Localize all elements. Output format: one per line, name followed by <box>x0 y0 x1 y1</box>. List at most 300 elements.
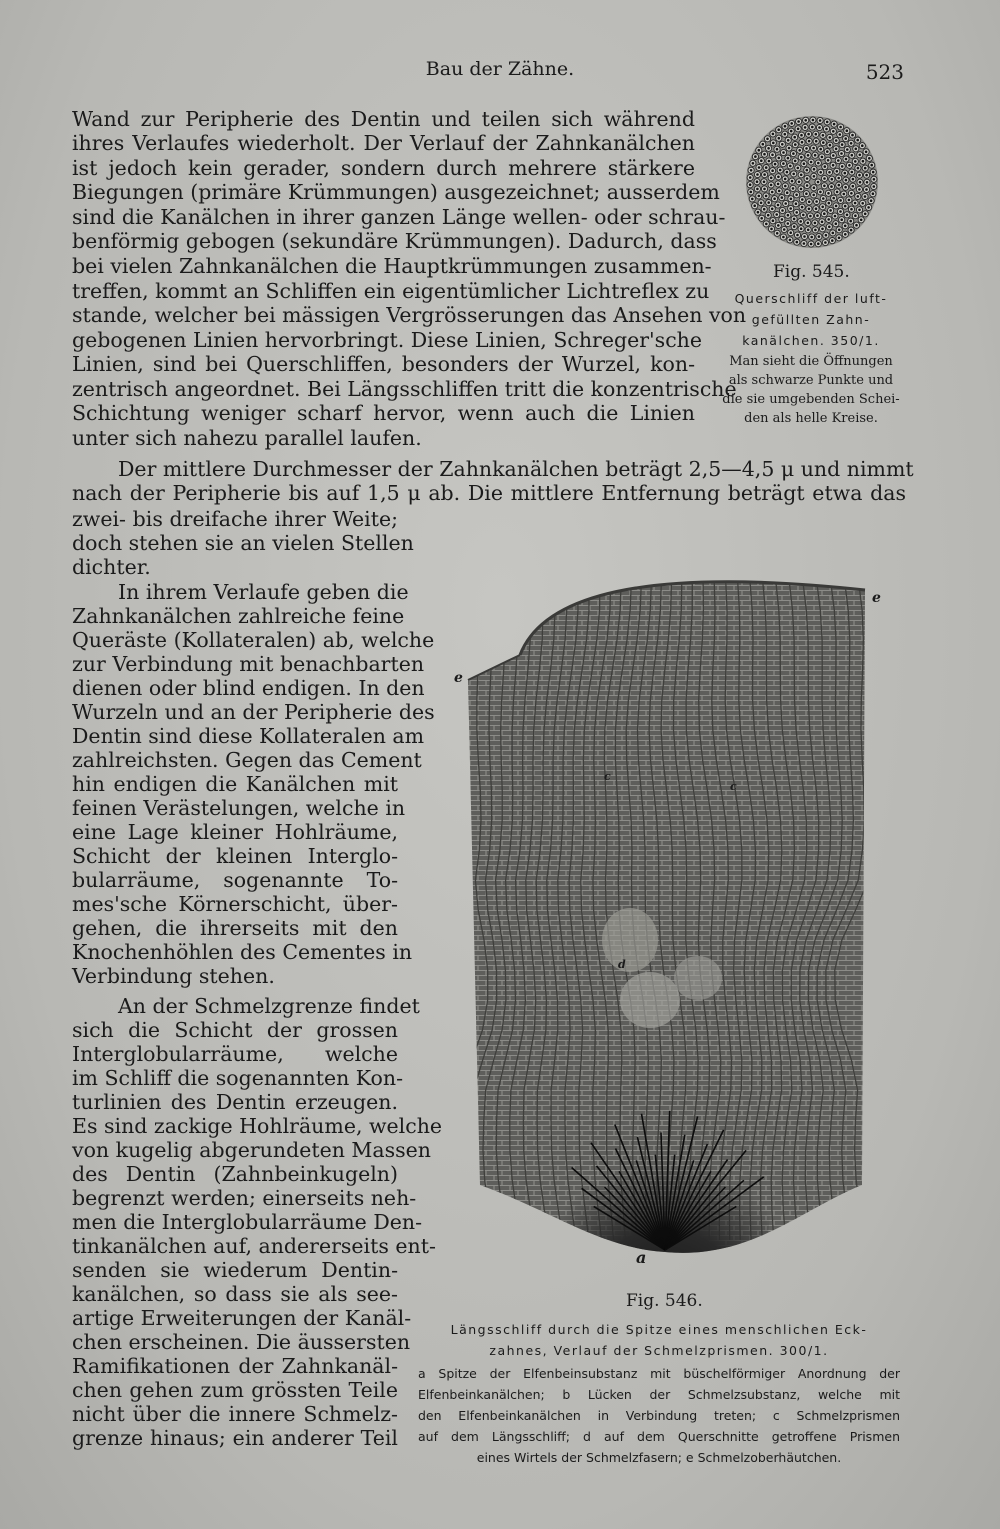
tubule-opening <box>792 187 795 190</box>
tubule-opening <box>840 152 843 155</box>
tubule-opening <box>859 181 862 184</box>
tubule-opening <box>763 208 766 211</box>
text-line: Knochenhöhlen des Cementes in <box>72 940 413 964</box>
tubule-opening <box>840 218 843 221</box>
text-line: nach der Peripherie bis auf 1,5 μ ab. Die mittlere Entfernung beträgt etwa das <box>72 481 906 505</box>
tubule-opening <box>770 228 773 231</box>
tubule-opening <box>861 144 864 147</box>
tubule-opening <box>822 197 825 200</box>
tubule-opening <box>827 218 830 221</box>
text-line: Schicht der kleinen Interglo- <box>72 844 398 868</box>
text-line: Wurzeln und an der Peripherie des <box>72 700 435 724</box>
tubule-opening <box>812 147 815 150</box>
tubule-opening <box>757 211 760 214</box>
tubule-opening <box>760 217 763 220</box>
tubule-opening <box>829 209 832 212</box>
tubule-opening <box>768 160 771 163</box>
tubule-opening <box>857 167 860 170</box>
text-line: Es sind zackige Hohlräume, welche <box>72 1114 443 1138</box>
tubule-opening <box>856 139 859 142</box>
caption-desc-line: den Elfenbeinkanälchen in Verbindung treten; c Schmelzprismen <box>418 1408 900 1423</box>
text-line: feinen Verästelungen, welche in <box>72 796 406 820</box>
tubule-opening <box>835 139 838 142</box>
tubule-opening <box>858 188 861 191</box>
tubule-opening <box>803 235 806 238</box>
tubule-opening <box>811 126 814 129</box>
tubule-opening <box>790 122 793 125</box>
tubule-opening <box>807 222 810 225</box>
tubule-opening <box>835 222 838 225</box>
caption-desc-line: eines Wirtels der Schmelzfasern; e Schmelzoberhäutchen. <box>476 1450 842 1465</box>
tubule-opening <box>777 224 780 227</box>
tubule-opening <box>810 236 813 239</box>
tubule-opening <box>782 151 785 154</box>
tubule-opening <box>797 120 800 123</box>
tubule-opening <box>821 228 824 231</box>
tubule-opening <box>756 188 759 191</box>
text-line: dienen oder blind endigen. In den <box>72 676 425 700</box>
tubule-opening <box>827 159 830 162</box>
tubule-opening <box>873 178 876 181</box>
text-line: von kugelig abgerundeten Massen <box>72 1138 432 1162</box>
tubule-opening <box>790 130 793 133</box>
tubule-opening <box>772 219 775 222</box>
tubule-opening <box>812 194 815 197</box>
tubule-opening <box>831 239 834 242</box>
text-line: unter sich nahezu parallel laufen. <box>72 426 422 450</box>
tubule-opening <box>827 192 830 195</box>
tubule-opening <box>835 205 838 208</box>
tubule-opening <box>828 202 831 205</box>
tubule-opening <box>792 152 795 155</box>
tubule-opening <box>783 228 786 231</box>
tubule-opening <box>862 160 865 163</box>
tubule-opening <box>867 206 870 209</box>
tubule-opening <box>868 157 871 160</box>
caption-title-line: kanälchen. 350/1. <box>742 333 880 348</box>
tubule-opening <box>810 243 813 246</box>
tubule-opening <box>824 165 827 168</box>
tubule-opening <box>823 177 826 180</box>
tubule-opening <box>817 242 820 245</box>
tubule-opening <box>777 128 780 131</box>
tubule-opening <box>796 241 799 244</box>
tubule-opening <box>793 218 796 221</box>
tubule-opening <box>865 151 868 154</box>
tubule-opening <box>818 235 821 238</box>
caption-desc-line: Elfenbeinkanälchen; b Lücken der Schmelzsubstanz, welche mit <box>418 1387 900 1402</box>
text-line: artige Erweiterungen der Kanäl- <box>72 1306 412 1330</box>
tubule-opening <box>845 158 848 161</box>
tubule-opening <box>804 119 807 122</box>
tubule-opening <box>821 156 824 159</box>
tubule-opening <box>834 215 837 218</box>
tubule-opening <box>864 167 867 170</box>
tubule-opening <box>760 202 763 205</box>
tubule-opening <box>826 121 829 124</box>
tubule-opening <box>750 191 753 194</box>
tubule-opening <box>789 239 792 242</box>
tubule-opening <box>776 232 779 235</box>
tubule-opening <box>784 178 787 181</box>
tubule-opening <box>814 222 817 225</box>
text-line: bei vielen Zahnkanälchen die Hauptkrümmungen zusammen- <box>72 254 712 278</box>
tubule-opening <box>787 139 790 142</box>
tubule-opening <box>750 169 753 172</box>
tubule-opening <box>800 174 803 177</box>
text-line: sich die Schicht der grossen <box>72 1018 398 1042</box>
fig546-label: Fig. 546. <box>626 1291 703 1311</box>
tubule-opening <box>813 175 816 178</box>
tubule-opening <box>850 192 853 195</box>
tubule-opening <box>805 192 808 195</box>
fig546-letter-a: a <box>636 1248 647 1267</box>
tubule-opening <box>782 236 785 239</box>
text-line: gebogenen Linien hervorbringt. Diese Linien, Schreger'sche <box>72 328 703 352</box>
text-line: kanälchen, so dass sie als see- <box>72 1282 398 1306</box>
tubule-opening <box>859 154 862 157</box>
tubule-opening <box>802 214 805 217</box>
tubule-opening <box>839 133 842 136</box>
tubule-opening <box>813 186 816 189</box>
tubule-opening <box>828 226 831 229</box>
text-line: benförmig gebogen (sekundäre Krümmungen). Dadurch, dass <box>72 229 717 253</box>
text-line: mes'sche Körnerschicht, über- <box>72 892 398 916</box>
text-line: turlinien des Dentin erzeugen. <box>72 1090 398 1114</box>
tubule-opening <box>851 134 854 137</box>
tubule-opening <box>803 242 806 245</box>
tubule-opening <box>866 181 869 184</box>
tubule-opening <box>789 207 792 210</box>
tubule-opening <box>781 209 784 212</box>
tubule-opening <box>843 193 846 196</box>
tubule-opening <box>791 180 794 183</box>
tubule-opening <box>814 154 817 157</box>
fig545-label: Fig. 545. <box>773 262 850 282</box>
tubule-opening <box>831 178 834 181</box>
tubule-opening <box>819 171 822 174</box>
running-header: Bau der Zähne. <box>425 58 575 80</box>
text-line: Biegungen (primäre Krümmungen) ausgezeichnet; ausserdem <box>72 180 720 204</box>
tubule-opening <box>756 180 759 183</box>
text-line: im Schliff die sogenannten Kon- <box>72 1066 404 1090</box>
fig546-illustration <box>450 560 870 1260</box>
tubule-opening <box>771 169 774 172</box>
tubule-opening <box>765 166 768 169</box>
tubule-opening <box>806 184 809 187</box>
tubule-opening <box>841 165 844 168</box>
tubule-opening <box>786 191 789 194</box>
tubule-opening <box>849 220 852 223</box>
text-line: men die Interglobularräume Den- <box>72 1210 423 1234</box>
tubule-opening <box>778 137 781 140</box>
text-line: Wand zur Peripherie des Dentin und teilen sich während <box>72 107 695 131</box>
tubule-opening <box>762 143 765 146</box>
tubule-opening <box>798 149 801 152</box>
tubule-opening <box>772 133 775 136</box>
tubule-opening <box>771 208 774 211</box>
tubule-opening <box>798 181 801 184</box>
text-line: Linien, sind bei Querschliffen, besonders der Wurzel, kon- <box>72 352 695 376</box>
fig545-illustration <box>742 112 882 252</box>
text-line: Ramifikationen der Zahnkanäl- <box>72 1354 398 1378</box>
tubule-opening <box>851 171 854 174</box>
tubule-opening <box>850 142 853 145</box>
tubule-opening <box>844 172 847 175</box>
tubule-opening <box>846 129 849 132</box>
text-line: chen gehen zum grössten Teile <box>72 1378 398 1402</box>
tubule-opening <box>800 227 803 230</box>
tubule-opening <box>781 196 784 199</box>
tubule-opening <box>786 171 789 174</box>
text-line: Schichtung weniger scharf hervor, wenn auch die Linien <box>72 401 695 425</box>
tubule-opening <box>865 174 868 177</box>
tubule-opening <box>838 229 841 232</box>
tubule-opening <box>800 134 803 137</box>
tubule-opening <box>832 130 835 133</box>
tubule-opening <box>784 185 787 188</box>
tubule-opening <box>823 212 826 215</box>
tubule-opening <box>787 157 790 160</box>
tubule-opening <box>774 163 777 166</box>
tubule-opening <box>864 213 867 216</box>
text-line: zentrisch angeordnet. Bei Längsschliffen tritt die konzentrische <box>72 377 737 401</box>
tubule-opening <box>861 202 864 205</box>
text-line: An der Schmelzgrenze findet <box>118 994 420 1018</box>
tubule-opening <box>751 198 754 201</box>
text-line: zwei- bis dreifache ihrer Weite; <box>72 507 398 531</box>
tubule-opening <box>858 209 861 212</box>
tubule-opening <box>844 186 847 189</box>
tubule-opening <box>818 126 821 129</box>
tubule-opening <box>801 198 804 201</box>
text-line: Verbindung stehen. <box>72 964 275 988</box>
tubule-opening <box>870 164 873 167</box>
tubule-opening <box>772 142 775 145</box>
tubule-opening <box>854 160 857 163</box>
tubule-opening <box>822 134 825 137</box>
tubule-opening <box>848 199 851 202</box>
tubule-opening <box>865 188 868 191</box>
tubule-opening <box>852 185 855 188</box>
tubule-opening <box>832 197 835 200</box>
caption-title-line: Längsschliff durch die Spitze eines menschlichen Eck- <box>450 1322 868 1337</box>
tubule-opening <box>851 154 854 157</box>
tubule-opening <box>795 211 798 214</box>
tubule-opening <box>789 165 792 168</box>
tubule-opening <box>826 150 829 153</box>
tubule-opening <box>800 156 803 159</box>
tubule-opening <box>848 164 851 167</box>
tubule-opening <box>815 207 818 210</box>
text-line: Zahnkanälchen zahlreiche feine <box>72 604 405 628</box>
tubule-opening <box>778 157 781 160</box>
tubule-opening <box>822 141 825 144</box>
text-line: eine Lage kleiner Hohlräume, <box>72 820 398 844</box>
tubule-opening <box>817 162 820 165</box>
tubule-opening <box>777 176 780 179</box>
text-line: hin endigen die Kanälchen mit <box>72 772 398 796</box>
tubule-opening <box>844 233 847 236</box>
tubule-opening <box>825 128 828 131</box>
caption-title-line: zahnes, Verlauf der Schmelzprismen. 300/1. <box>489 1343 829 1358</box>
text-line: des Dentin (Zahnbeinkugeln) <box>72 1162 398 1186</box>
tubule-opening <box>839 126 842 129</box>
tubule-opening <box>788 147 791 150</box>
tubule-opening <box>841 143 844 146</box>
text-line: Dentin sind diese Kollateralen am <box>72 724 425 748</box>
tubule-opening <box>795 202 798 205</box>
tubule-opening <box>860 219 863 222</box>
tubule-opening <box>833 123 836 126</box>
tubule-opening <box>821 206 824 209</box>
tubule-opening <box>836 191 839 194</box>
caption-desc-line: als schwarze Punkte und <box>728 373 894 388</box>
tubule-opening <box>784 125 787 128</box>
tubule-opening <box>872 192 875 195</box>
tubule-opening <box>809 215 812 218</box>
tubule-opening <box>858 174 861 177</box>
text-line: zur Verbindung mit benachbarten <box>72 652 425 676</box>
tubule-opening <box>846 148 849 151</box>
tubule-opening <box>821 221 824 224</box>
tubule-opening <box>795 194 798 197</box>
tubule-opening <box>870 199 873 202</box>
tubule-opening <box>784 133 787 136</box>
tubule-opening <box>790 198 793 201</box>
text-line: nicht über die innere Schmelz- <box>72 1402 398 1426</box>
tubule-opening <box>787 222 790 225</box>
tubule-opening <box>754 155 757 158</box>
tubule-opening <box>807 229 810 232</box>
text-line: Queräste (Kollateralen) ab, welche <box>72 628 435 652</box>
tubule-opening <box>752 162 755 165</box>
tubule-opening <box>819 119 822 122</box>
text-line: bularräume, sogenannte To- <box>72 868 398 892</box>
tubule-opening <box>797 128 800 131</box>
tubule-opening <box>815 200 818 203</box>
tubule-opening <box>830 185 833 188</box>
tubule-opening <box>749 183 752 186</box>
tubule-opening <box>805 147 808 150</box>
tubule-opening <box>756 173 759 176</box>
tubule-opening <box>753 204 756 207</box>
caption-desc-line: a Spitze der Elfenbeinsubstanz mit büschelförmiger Anordnung der <box>418 1366 900 1381</box>
tubule-opening <box>763 173 766 176</box>
tubule-opening <box>817 181 820 184</box>
tubule-opening <box>758 149 761 152</box>
tubule-opening <box>789 231 792 234</box>
tubule-opening <box>837 177 840 180</box>
tubule-opening <box>846 214 849 217</box>
text-line: gehen, die ihrerseits mit den <box>72 916 398 940</box>
tubule-opening <box>825 234 828 237</box>
tubule-opening <box>844 225 847 228</box>
tubule-opening <box>794 160 797 163</box>
tubule-opening <box>832 164 835 167</box>
tubule-opening <box>760 159 763 162</box>
tubule-opening <box>763 188 766 191</box>
text-line: sind die Kanälchen in ihrer ganzen Länge wellen- oder schrau- <box>72 205 726 229</box>
text-line: dichter. <box>72 555 151 579</box>
tubule-opening <box>807 154 810 157</box>
tubule-opening <box>800 188 803 191</box>
tubule-opening <box>855 148 858 151</box>
page-number: 523 <box>865 60 904 84</box>
caption-desc-line: Man sieht die Öffnungen <box>729 354 893 369</box>
tubule-opening <box>838 184 841 187</box>
tubule-opening <box>854 202 857 205</box>
tubule-opening <box>758 166 761 169</box>
tubule-opening <box>787 214 790 217</box>
tubule-opening <box>844 205 847 208</box>
tubule-opening <box>770 184 773 187</box>
tubule-opening <box>850 229 853 232</box>
tubule-opening <box>852 178 855 181</box>
tubule-opening <box>796 234 799 237</box>
tubule-opening <box>873 185 876 188</box>
text-line: ist jedoch kein gerader, sondern durch mehrere stärkere <box>72 156 695 180</box>
tubule-opening <box>813 168 816 171</box>
tubule-opening <box>767 214 770 217</box>
tubule-opening <box>812 119 815 122</box>
tubule-opening <box>815 140 818 143</box>
tubule-opening <box>776 148 779 151</box>
text-line: grenze hinaus; ein anderer Teil <box>72 1426 398 1450</box>
tubule-opening <box>777 183 780 186</box>
fig546-letter-e: e <box>454 670 463 686</box>
tubule-opening <box>829 144 832 147</box>
tubule-opening <box>792 173 795 176</box>
tubule-opening <box>854 214 857 217</box>
tubule-opening <box>779 169 782 172</box>
tubule-opening <box>781 143 784 146</box>
tubule-opening <box>808 140 811 143</box>
tubule-opening <box>810 161 813 164</box>
fig546-letter-e: e <box>872 590 881 606</box>
tubule-opening <box>771 191 774 194</box>
text-line: senden sie wiederum Dentin- <box>72 1258 398 1282</box>
tubule-opening <box>808 201 811 204</box>
caption-desc-line: die sie umgebenden Schei- <box>722 392 900 407</box>
tubule-opening <box>763 153 766 156</box>
tubule-opening <box>781 218 784 221</box>
text-line: ihres Verlaufes wiederholt. Der Verlauf der Zahnkanälchen <box>72 131 695 155</box>
tubule-opening <box>835 148 838 151</box>
tubule-opening <box>823 185 826 188</box>
tubule-opening <box>844 137 847 140</box>
tubule-opening <box>793 225 796 228</box>
tubule-opening <box>855 224 858 227</box>
tubule-opening <box>763 181 766 184</box>
text-line: Interglobularräume, welche <box>72 1042 398 1066</box>
tubule-opening <box>872 171 875 174</box>
text-line: stande, welcher bei mässigen Vergrösserungen das Ansehen von <box>72 303 747 327</box>
text-line: treffen, kommt an Schliffen ein eigentümlicher Lichtreflex zu <box>72 279 710 303</box>
fig546-letter-c: c <box>730 780 737 793</box>
tubule-opening <box>832 154 835 157</box>
tubule-opening <box>778 190 781 193</box>
tubule-opening <box>749 176 752 179</box>
tubule-opening <box>770 177 773 180</box>
fig546-letter-d: d <box>618 958 626 971</box>
tubule-opening <box>816 214 819 217</box>
fig546-letter-c: c <box>604 770 611 783</box>
tubule-opening <box>850 208 853 211</box>
tubule-opening <box>829 136 832 139</box>
tubule-opening <box>801 141 804 144</box>
text-line: In ihrem Verlaufe geben die <box>118 580 409 604</box>
